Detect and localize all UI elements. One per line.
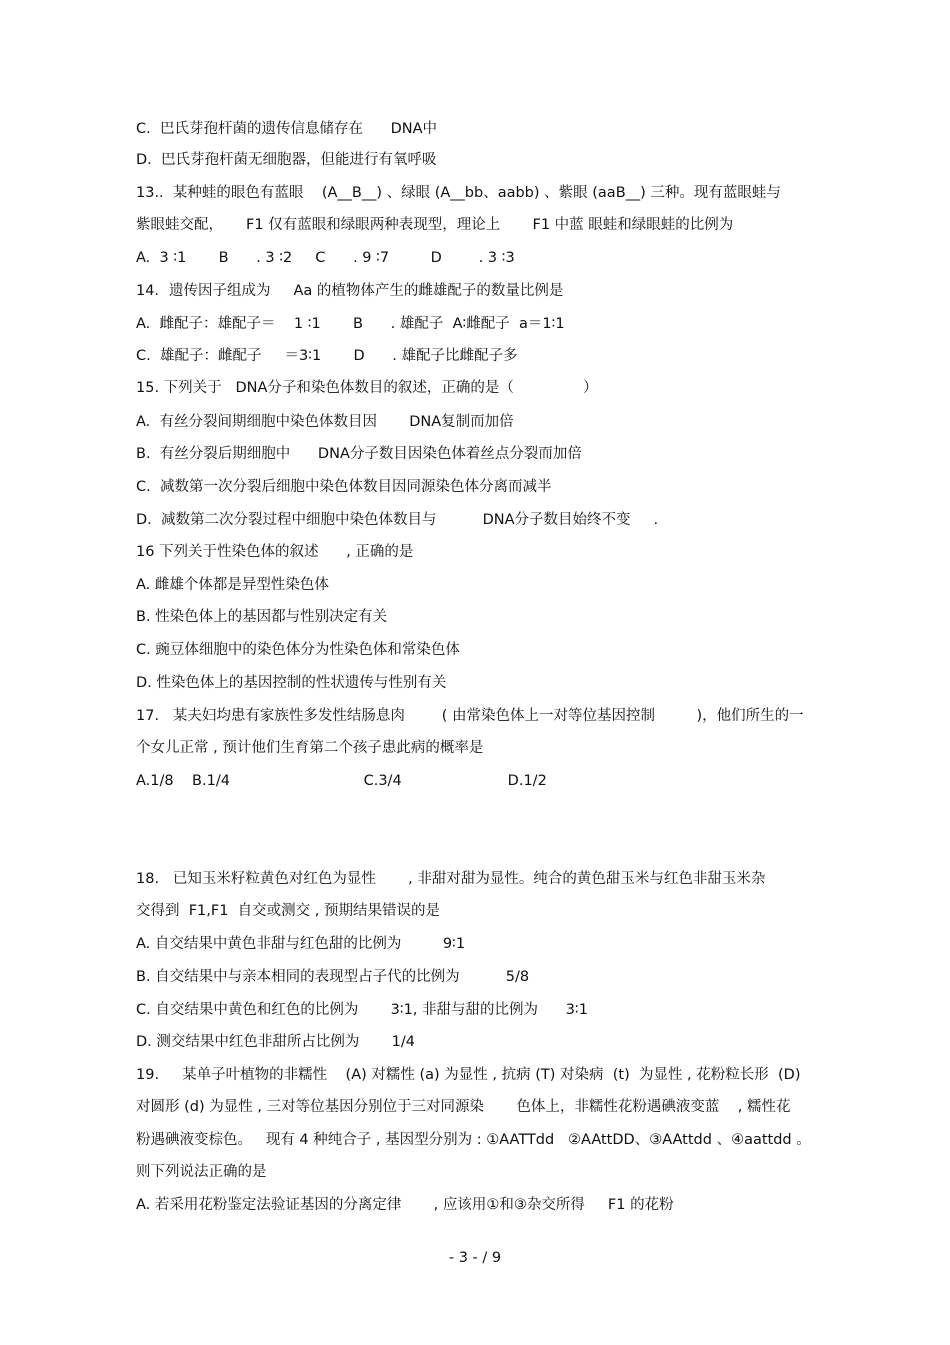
question-16-stem: 16 下列关于性染色体的叙述 , 正确的是 [136,544,414,560]
question-19-line-2: 对圆形 (d) 为显性 , 三对等位基因分别位于三对同源染 色体上，非糯性花粉遇碘液变蓝 , 糯性花 [136,1099,791,1115]
question-16-option-b: B. 性染色体上的基因都与性别决定有关 [136,609,388,625]
question-15-option-d: D. 减数第二次分裂过程中细胞中染色体数目与 DNA分子数目始终不变 . [136,512,659,528]
question-18-line-1: 18. 已知玉米籽粒黄色对红色为显性 , 非甜对甜为显性。纯合的黄色甜玉米与红色非甜玉米杂 [136,871,766,887]
question-14-options-ab: A. 雌配子：雄配子＝ 1 ∶1 B . 雄配子 A∶雌配子 a＝1∶1 [136,316,565,332]
question-15-stem: 15. 下列关于 DNA分子和染色体数目的叙述，正确的是（ ） [136,380,598,396]
question-17-line-1: 17. 某夫妇均患有家族性多发性结肠息肉 ( 由常染色体上一对等位基因控制 )，他们所生的一 [136,708,804,724]
question-16-option-d: D. 性染色体上的基因控制的性状遗传与性别有关 [136,675,447,691]
question-18-option-c: C. 自交结果中黄色和红色的比例为 3∶1, 非甜与甜的比例为 3∶1 [136,1002,588,1018]
question-18-option-a: A. 自交结果中黄色非甜与红色甜的比例为 9∶1 [136,936,466,952]
question-18-line-2: 交得到 F1,F1 自交或测交 , 预期结果错误的是 [136,903,441,919]
question-16-option-c: C. 豌豆体细胞中的染色体分为性染色体和常染色体 [136,642,460,658]
question-13-options: A. 3 ∶1 B . 3 ∶2 C . 9 ∶7 D . 3 ∶3 [136,250,515,266]
page-number: - 3 - / 9 [448,1250,502,1266]
question-14-stem: 14．遗传因子组成为 Aa 的植物体产生的雌雄配子的数量比例是 [136,283,564,299]
question-19-line-4: 则下列说法正确的是 [136,1164,267,1180]
question-14-options-cd: C. 雄配子：雌配子 ＝3∶1 D . 雄配子比雌配子多 [136,348,518,364]
question-17-line-2: 个女儿正常 , 预计他们生育第二个孩子患此病的概率是 [136,740,484,756]
question-18-option-b: B. 自交结果中与亲本相同的表现型占子代的比例为 5/8 [136,969,530,985]
question-17-options: A.1/8 B.1/4 C.3/4 D.1/2 [136,773,547,789]
question-19-line-3: 粉遇碘液变棕色。 现有 4 种纯合子 , 基因型分别为 : ①AATTdd ②AAttDD、③AAttdd 、④aattdd 。 [136,1132,811,1148]
question-15-option-c: C. 减数第一次分裂后细胞中染色体数目因同源染色体分离而减半 [136,479,552,495]
question-13-line-2: 紫眼蛙交配， F1 仅有蓝眼和绿眼两种表现型，理论上 F1 中蓝 眼蛙和绿眼蛙的比例为 [136,217,734,233]
question-15-option-a: A. 有丝分裂间期细胞中染色体数目因 DNA复制而加倍 [136,414,514,430]
option-12c: C. 巴氏芽孢杆菌的遗传信息储存在 DNA中 [136,121,438,137]
question-13-line-1: 13.. 某种蛙的眼色有蓝眼 (A__B__) 、绿眼 (A__bb、aabb) 、紫眼 (aaB__) 三种。现有蓝眼蛙与 [136,185,781,201]
question-18-option-d: D. 测交结果中红色非甜所占比例为 1/4 [136,1034,415,1050]
question-15-option-b: B. 有丝分裂后期细胞中 DNA分子数目因染色体着丝点分裂而加倍 [136,446,582,462]
question-19-line-1: 19. 某单子叶植物的非糯性 (A) 对糯性 (a) 为显性 , 抗病 (T) 对染病 (t) 为显性 , 花粉粒长形 (D) [136,1067,801,1083]
question-19-option-a: A. 若采用花粉鉴定法验证基因的分离定律 , 应该用①和③杂交所得 F1 的花粉 [136,1197,674,1213]
option-12d: D. 巴氏芽孢杆菌无细胞器，但能进行有氧呼吸 [136,152,437,168]
question-16-option-a: A. 雌雄个体都是异型性染色体 [136,577,329,593]
